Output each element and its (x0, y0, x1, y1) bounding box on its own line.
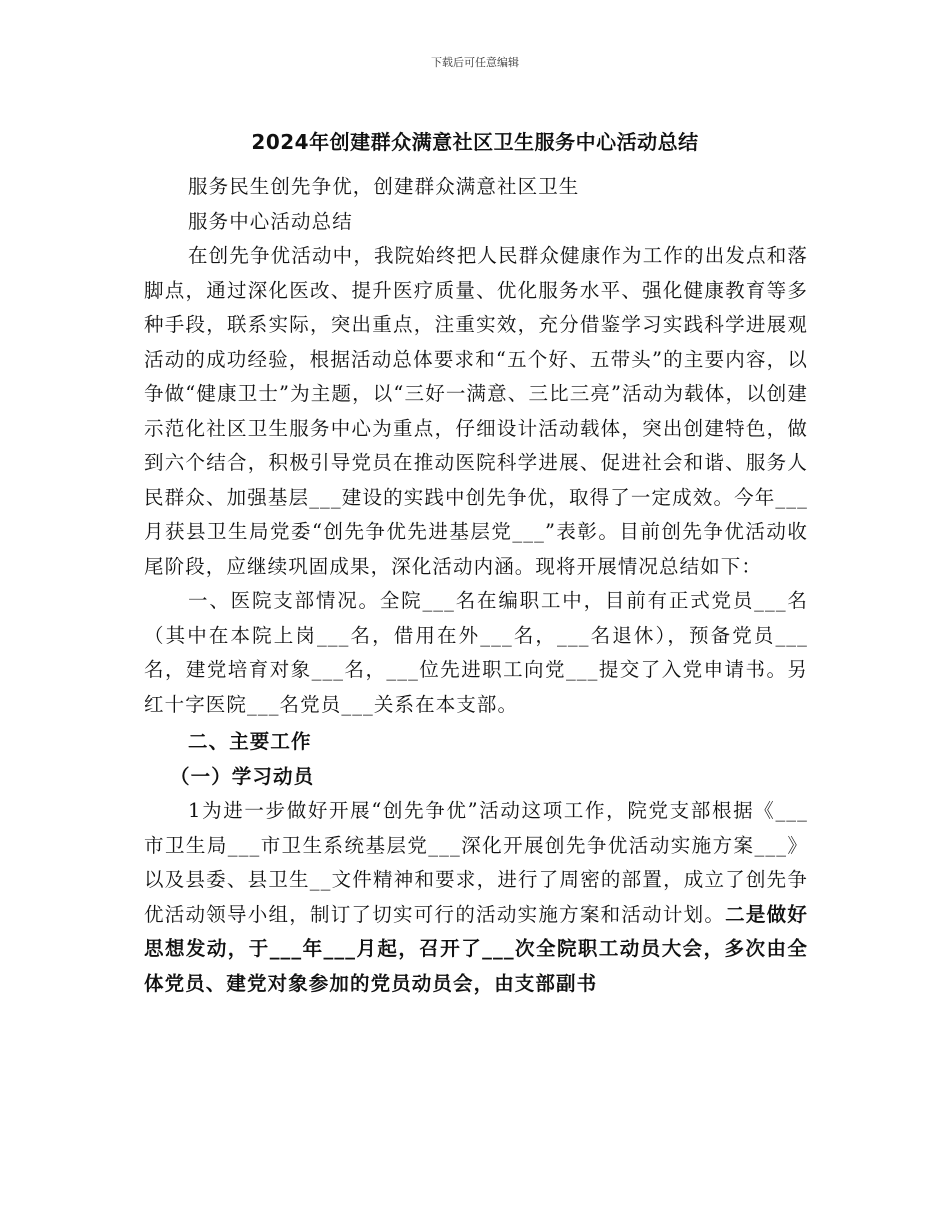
document-title: 2024年创建群众满意社区卫生服务中心活动总结 (251, 130, 699, 154)
document-body (144, 170, 808, 1001)
heading-study-mobilization: （一）学习动员 (170, 764, 315, 788)
subtitle-line-1: 服务民生创先争优，创建群众满意社区卫生 (188, 175, 580, 198)
subtitle-line-2: 服务中心活动总结 (188, 209, 353, 233)
paragraph-study (144, 794, 808, 1001)
paragraph-study-bold-text: 二是做好思想发动，于___年___月起，召开了___次全院职工动员大会，多次由全体党员、建党对象参加的党员动员会，由支部副书 (144, 902, 808, 995)
paragraph-intro: 在创先争优活动中，我院始终把人民群众健康作为工作的出发点和落脚点，通过深化医改、提升医疗质量、优化服务水平、强化健康教育等多种手段，联系实际，突出重点，注重实效，充分借鉴学习实践科学进展观活动的成功经验，根据活动总体要求和“五个好、五带头”的主要内容，以争做“健康卫士”为主题，以“三好一满意、三比三亮”活动为载体，以创建示范化社区卫生服务中心为重点，仔细设计活动载体，突出创建特色，做到六个结合，积极引导党员在推动医院科学进展、促进社会和谐、服务人民群众、加强基层___建设的实践中创先争优，取得了一定成效。今年___月获县卫生局党委“创先争优先进基层党___”表彰。目前创先争优活动收尾阶段，应继续巩固成果，深化活动内涵。现将开展情况总结如下： (144, 244, 808, 578)
heading-main-work: 二、主要工作 (188, 730, 312, 753)
paragraph-study-text: 1为进一步做好开展“创先争优”活动这项工作，院党支部根据《___市卫生局___市卫生系统基层党___深化开展创先争优活动实施方案___》以及县委、县卫生__文件精神和要求，进行了周密的部置，成立了创先争优活动领导小组，制订了切实可行的活动实施方案和活动计划。 (144, 799, 808, 926)
page-header-note: 下载后可任意编辑 (431, 56, 519, 69)
paragraph-branch-status: 一、医院支部情况。全院___名在编职工中，目前有正式党员___名（其中在本院上岗___名，借用在外___名，___名退休），预备党员___名，建党培育对象___名，___位先进职工向党___提交了入党申请书。另红十字医院___名党员___关系在本支部。 (144, 589, 808, 716)
